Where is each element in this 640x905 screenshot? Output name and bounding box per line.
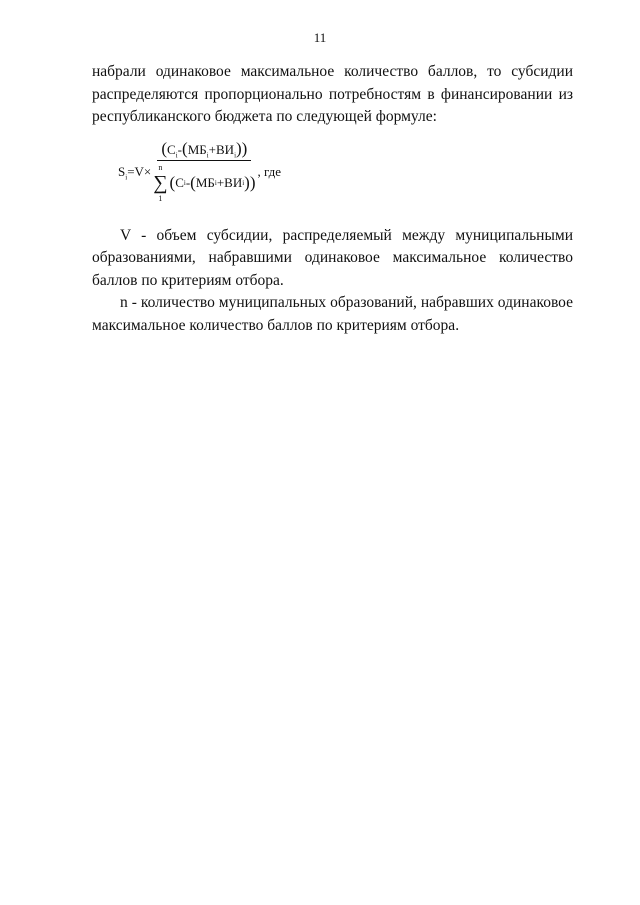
- paragraph-intro: набрали одинаковое максимальное количество баллов, то субсидии распределяются пропорционально потребностям в финансировании из республиканского бюджета по следующей формуле:: [92, 63, 573, 125]
- formula-fraction: [153, 138, 256, 203]
- subsidy-formula: [118, 138, 573, 203]
- formula-lhs: $S_i=V\times$: [118, 163, 152, 182]
- paragraph-v-definition: V - объем субсидии, распределяемый между муниципальными образованиями, набравшими одинаковое максимальное количество баллов по критериям отбора.: [92, 226, 573, 289]
- page-body: [92, 61, 573, 337]
- formula-suffix: , где: [257, 163, 282, 179]
- sum-symbol: n ∑ 1: [153, 162, 168, 203]
- paragraph-n-definition: n - количество муниципальных образований, набравших одинаковое максимальное количество баллов по критериям отбора.: [92, 294, 573, 334]
- formula-denominator: n ∑ 1 ( C i - ( МБ i +ВИ i )): [153, 162, 256, 203]
- page-number: 11: [313, 30, 327, 45]
- formula-numerator: $(C_i-(МБ_i+ВИ_i))$: [157, 141, 251, 161]
